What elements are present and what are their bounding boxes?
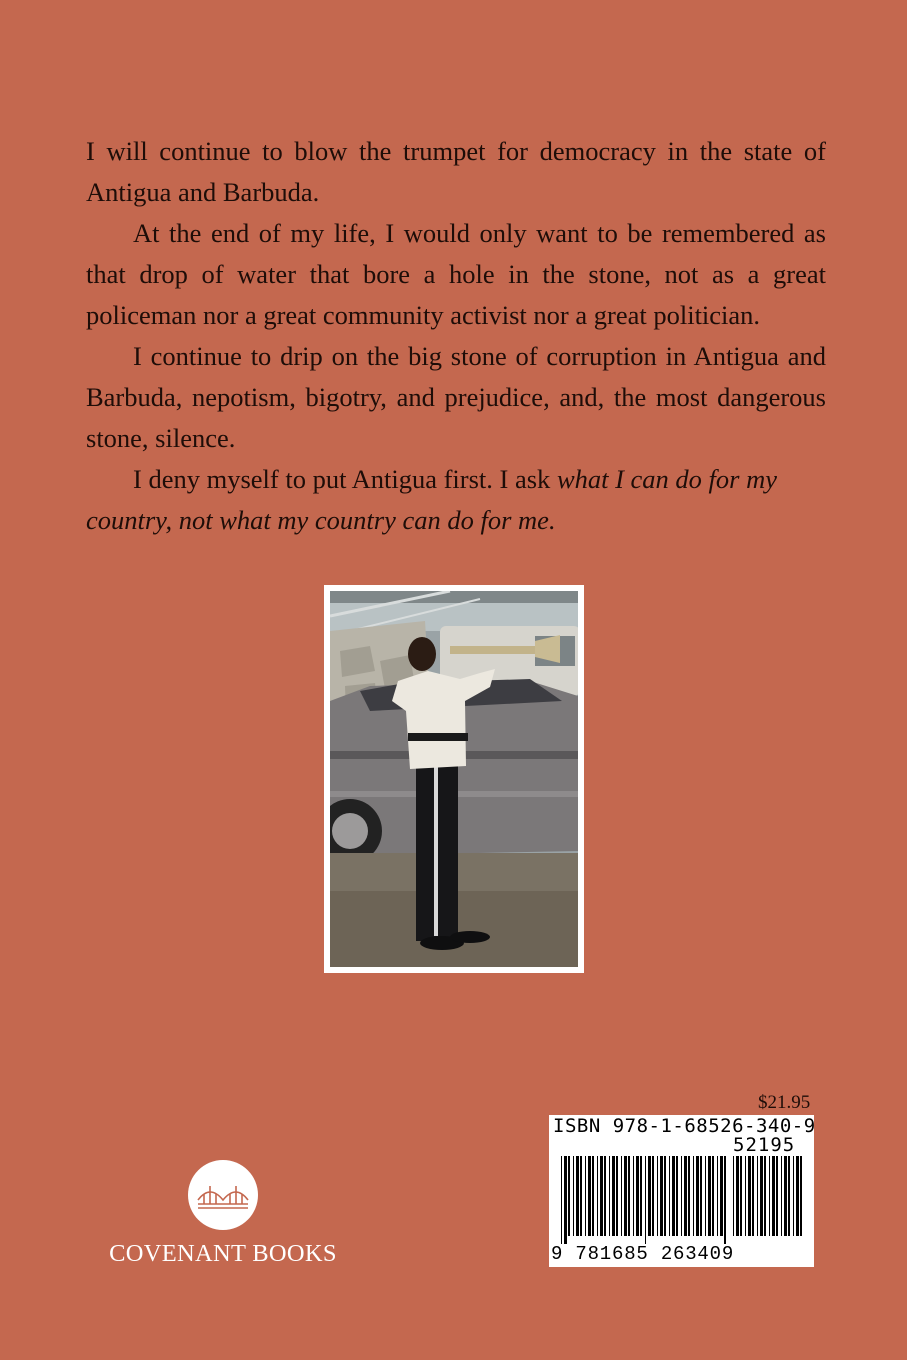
barcode-bar: [736, 1156, 739, 1236]
barcode-bar: [621, 1156, 622, 1236]
barcode-bar: [592, 1156, 594, 1236]
barcode-bar: [781, 1156, 782, 1236]
isbn-label: ISBN 978-1-68526-340-9: [553, 1115, 816, 1137]
barcode-bar: [724, 1156, 726, 1244]
barcode-bar: [616, 1156, 618, 1236]
barcode-bar: [684, 1156, 687, 1236]
barcode-bar: [628, 1156, 630, 1236]
barcode-bar: [717, 1156, 718, 1236]
barcode-bar: [705, 1156, 706, 1236]
author-photo-image: [330, 591, 578, 967]
blurb-paragraph-1: I will continue to blow the trumpet for democracy in the state of Antigua and Barbuda.: [86, 136, 826, 207]
barcode-bar: [609, 1156, 610, 1236]
barcode-bar: [568, 1156, 570, 1236]
barcode-bar: [772, 1156, 775, 1236]
barcode-bar: [564, 1156, 567, 1244]
barcode-bar: [612, 1156, 615, 1236]
barcode-bar: [764, 1156, 766, 1236]
blurb-paragraph-4-text: I deny myself to put Antigua first. I ask: [133, 464, 557, 494]
barcode-bar: [660, 1156, 663, 1236]
barcode-bar: [672, 1156, 675, 1236]
barcode-bar: [752, 1156, 754, 1236]
barcode-bar: [561, 1156, 562, 1244]
barcode-bar: [580, 1156, 582, 1236]
barcode-bar: [700, 1156, 702, 1236]
barcode-bar: [757, 1156, 758, 1236]
barcode-bar: [784, 1156, 787, 1236]
barcode-bar: [708, 1156, 711, 1236]
barcode-bar: [573, 1156, 574, 1236]
barcode-bar: [712, 1156, 714, 1236]
publisher-name: COVENANT BOOKS: [109, 1240, 337, 1267]
barcode-bar: [600, 1156, 603, 1236]
blurb-paragraph-4-quote: what I can do for my country, not what my country can do for me.: [86, 464, 778, 535]
barcode-bar: [597, 1156, 598, 1236]
barcode-bar: [640, 1156, 642, 1236]
barcode-bar: [696, 1156, 699, 1236]
blurb-paragraph-4: [86, 459, 826, 541]
bridge-icon: [188, 1160, 258, 1230]
barcode-bar: [788, 1156, 790, 1236]
barcode-bar: [796, 1156, 799, 1236]
barcode-bar: [676, 1156, 678, 1236]
barcode-bar: [769, 1156, 770, 1236]
blurb-paragraph-2: At the end of my life, I would only want to be remembered as that drop of water that bore a hole in the stone, not as a great policeman nor a great community activist nor a great politician.: [86, 218, 826, 330]
addon-barcode-bars: [733, 1156, 805, 1236]
price-label: $21.95: [758, 1092, 811, 1113]
barcode-bar: [585, 1156, 586, 1236]
barcode-bar: [760, 1156, 763, 1236]
barcode-bar: [604, 1156, 606, 1236]
barcode-bar: [800, 1156, 802, 1236]
barcode-bar: [720, 1156, 723, 1236]
barcode-bar: [793, 1156, 794, 1236]
barcode-bar: [748, 1156, 751, 1236]
barcode-bar: [633, 1156, 634, 1236]
blurb-paragraph-3: I continue to drip on the big stone of corruption in Antigua and Barbuda, nepotism, bigotry, and prejudice, and, the most dangerous stone, silence.: [86, 341, 826, 453]
barcode-bar: [745, 1156, 746, 1236]
barcode-bar: [657, 1156, 658, 1236]
publisher-logo: [188, 1160, 258, 1230]
barcode-bar: [669, 1156, 670, 1236]
price-code-label: 52195: [733, 1134, 796, 1156]
barcode-bar: [645, 1156, 646, 1244]
author-photo: [324, 585, 584, 973]
barcode-bar: [664, 1156, 666, 1236]
barcode-bar: [588, 1156, 591, 1236]
ean-digits: 9 781685 263409: [551, 1243, 735, 1265]
barcode-bar: [681, 1156, 682, 1236]
barcode-bar: [688, 1156, 690, 1236]
barcode-bar: [693, 1156, 694, 1236]
barcode-bar: [648, 1156, 651, 1236]
barcode-bar: [776, 1156, 778, 1236]
ean-barcode-bars: [561, 1156, 729, 1244]
barcode-bar: [636, 1156, 639, 1236]
barcode-bar: [733, 1156, 734, 1236]
barcode-bar: [652, 1156, 654, 1236]
barcode-bar: [740, 1156, 742, 1236]
barcode-bar: [576, 1156, 579, 1236]
barcode-bar: [624, 1156, 627, 1236]
isbn-barcode: [549, 1115, 814, 1267]
back-cover-blurb: [86, 131, 826, 541]
